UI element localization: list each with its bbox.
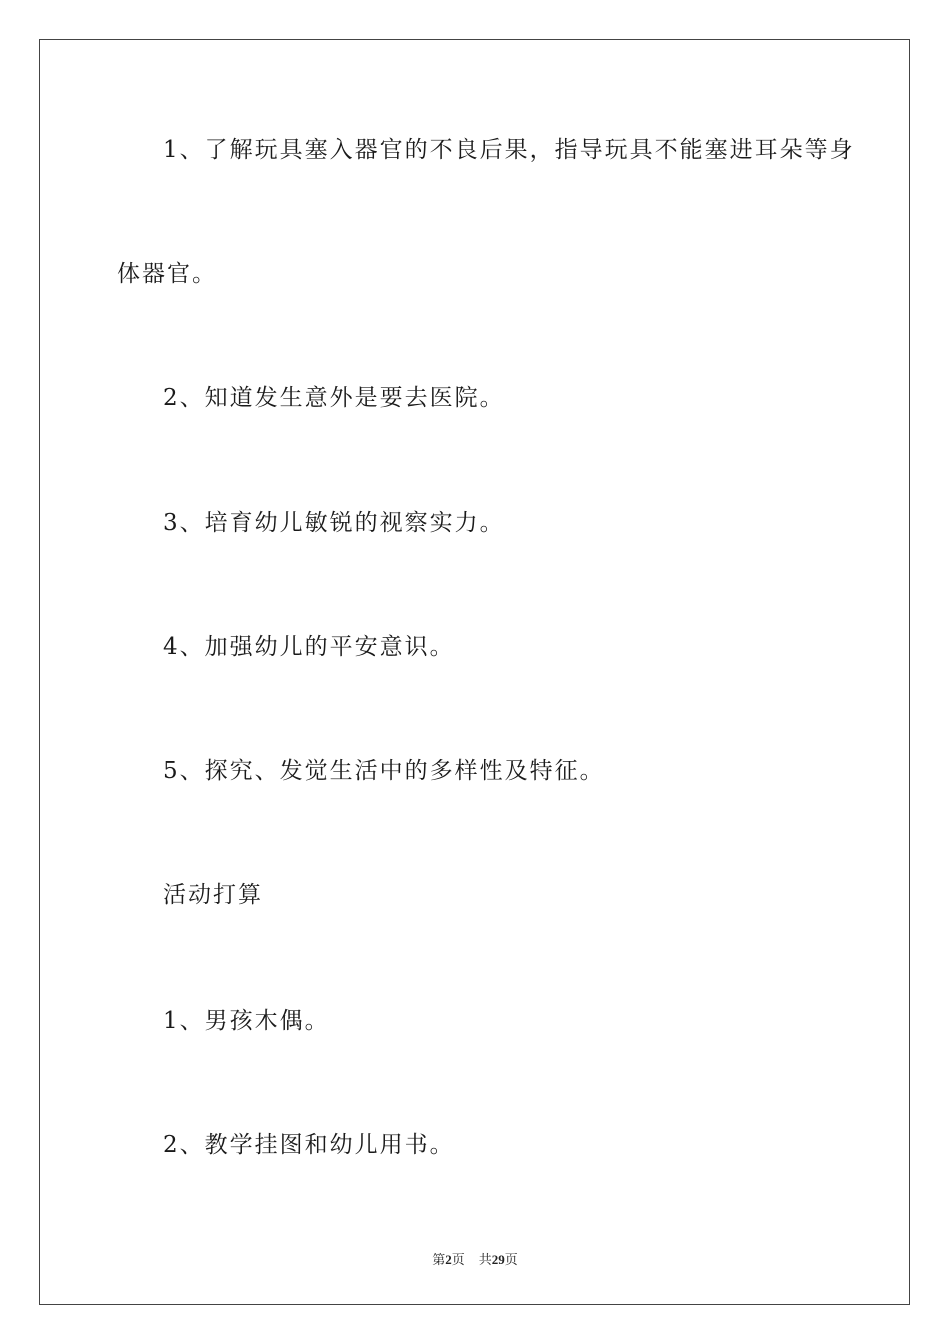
page-prefix: 第 bbox=[432, 1252, 446, 1267]
objective-5: 5、探究、发觉生活中的多样性及特征。 bbox=[163, 758, 605, 784]
page-border bbox=[39, 39, 910, 1305]
section-heading-preparation: 活动打算 bbox=[163, 882, 263, 908]
page-number: 2 bbox=[445, 1252, 452, 1267]
objective-1-line-2: 体器官。 bbox=[117, 261, 217, 287]
preparation-item-2: 2、教学挂图和幼儿用书。 bbox=[163, 1132, 455, 1158]
page-suffix: 页 bbox=[451, 1252, 465, 1267]
page-footer bbox=[0, 1249, 950, 1268]
total-suffix: 页 bbox=[504, 1252, 518, 1267]
objective-2: 2、知道发生意外是要去医院。 bbox=[163, 385, 505, 411]
total-pages: 29 bbox=[491, 1252, 505, 1267]
objective-3: 3、培育幼儿敏锐的视察实力。 bbox=[163, 510, 505, 536]
total-prefix: 共 bbox=[478, 1252, 492, 1267]
objective-1-line-1: 1、了解玩具塞入器官的不良后果，指导玩具不能塞进耳朵等身 bbox=[163, 137, 855, 163]
objective-4: 4、加强幼儿的平安意识。 bbox=[163, 634, 455, 660]
preparation-item-1: 1、男孩木偶。 bbox=[163, 1008, 330, 1034]
